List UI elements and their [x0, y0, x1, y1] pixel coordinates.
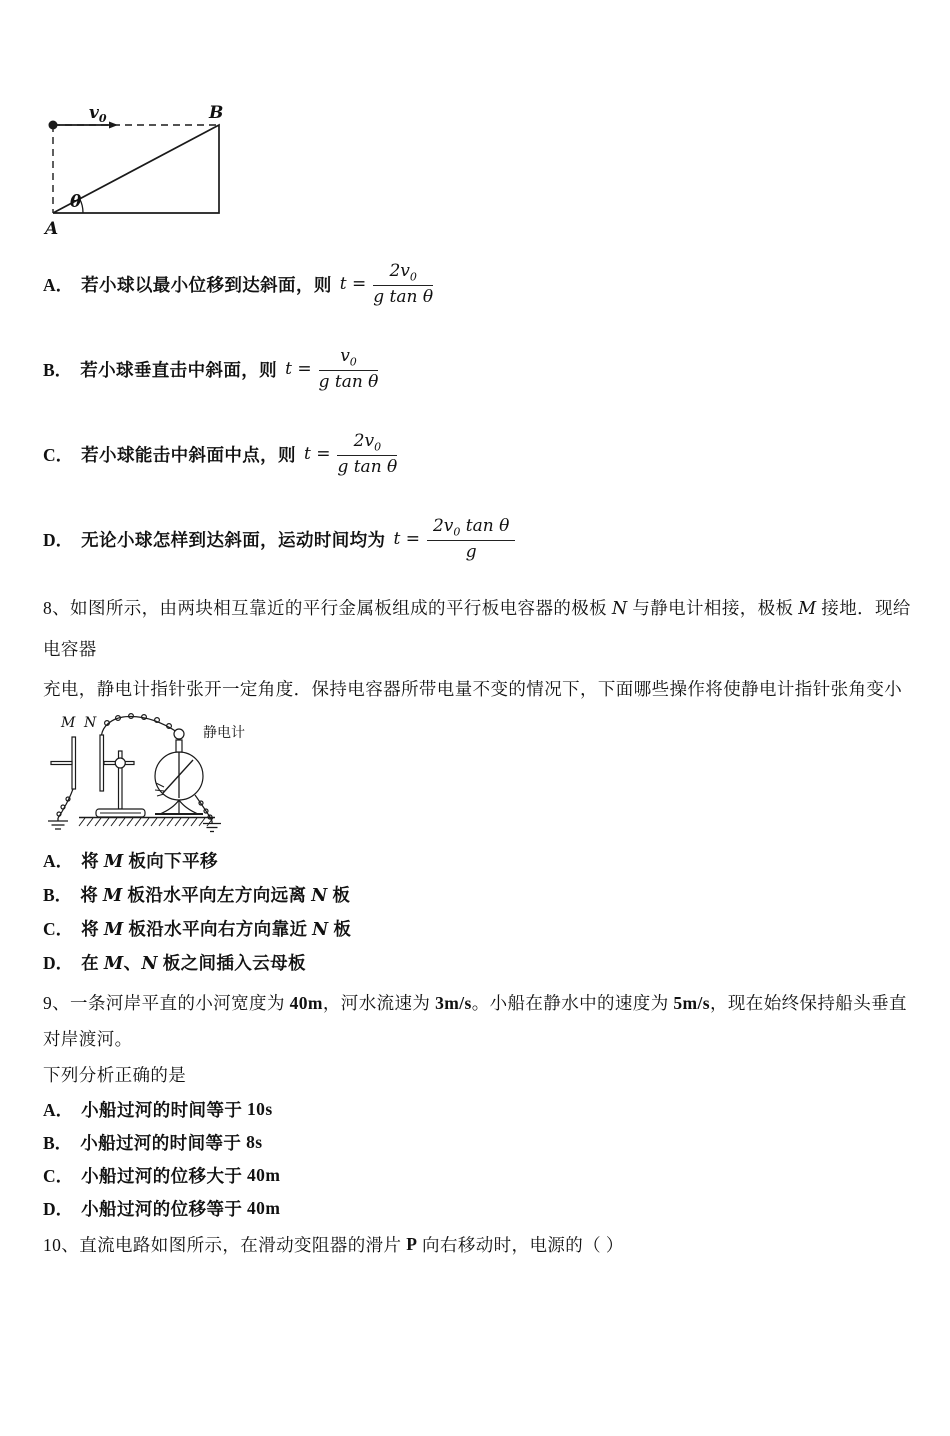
q8-options: [43, 843, 922, 979]
electrometer-tripod: [155, 800, 203, 814]
option-text: [80, 882, 350, 907]
seg-italic: M: [103, 851, 124, 872]
q8-option-b: [43, 877, 922, 911]
plate-m-symbol: M: [798, 599, 817, 619]
electrometer-terminal: [176, 740, 182, 752]
option-letter: D．: [43, 952, 74, 973]
fraction-numerator: [319, 346, 379, 371]
option-letter: B．: [43, 1133, 73, 1153]
option-text: 小船过河的时间等于: [81, 1100, 248, 1120]
ground-symbol-left: [48, 818, 68, 829]
stem-segment: ，河水流速为: [322, 993, 436, 1013]
option-text: [81, 848, 218, 873]
q7-option-a: [43, 242, 922, 327]
num-sub: 0: [349, 355, 357, 369]
q9-option-a: [43, 1093, 922, 1126]
option-text: 小船过河的时间等于: [80, 1133, 247, 1153]
option-value: 8s: [246, 1132, 263, 1152]
q9-option-b: [43, 1126, 922, 1159]
capacitor-electrometer-figure: [43, 711, 922, 843]
electrometer-label: 静电计: [203, 726, 245, 741]
formula-lhs: t =: [285, 359, 312, 380]
q8-option-a: [43, 843, 922, 877]
velocity-arrowhead: [109, 122, 118, 129]
option-value: 40m: [247, 1165, 281, 1185]
seg: 将: [81, 850, 104, 871]
seg-italic: N: [311, 885, 328, 906]
incline-diagram: [43, 92, 243, 242]
plate-n-symbol: N: [611, 599, 628, 619]
question-10-stem: [43, 1227, 922, 1261]
num-main: 2v: [353, 430, 375, 451]
seg-italic: N: [312, 919, 329, 940]
option-text: 无论小球怎样到达斜面，运动时间均为: [81, 530, 386, 550]
capacitor-diagram: [43, 711, 308, 843]
stem-segment: 10、直流电路如图所示，在滑动变阻器的滑片: [43, 1234, 407, 1255]
ball-dot: [49, 121, 58, 130]
stand-knob: [115, 758, 125, 768]
option-letter: C．: [43, 1166, 74, 1186]
q9-options: [43, 1093, 922, 1225]
value-boat-speed: 5m/s: [673, 993, 710, 1013]
option-text: [81, 916, 351, 941]
question-9-stem: [43, 985, 922, 1093]
projectile-incline-figure: [43, 92, 922, 242]
wire-coil: [66, 797, 70, 801]
q7-option-d: [43, 497, 922, 582]
fraction-numerator: [337, 431, 397, 456]
seg: 板之间插入云母板: [157, 952, 306, 973]
option-letter: A．: [43, 850, 74, 871]
seg: 板: [327, 884, 351, 905]
q9-option-d: [43, 1192, 922, 1225]
figure1-label-v0: $v_0$: [89, 103, 107, 125]
seg-italic: M: [103, 953, 124, 974]
figure1-label-B: B: [209, 103, 224, 123]
question-8-stem: [43, 588, 922, 709]
option-value: 40m: [247, 1198, 281, 1218]
q7-option-b: [43, 327, 922, 412]
fraction: [319, 346, 379, 393]
seg-italic: N: [141, 953, 158, 974]
option-text: 若小球以最小位移到达斜面，则: [81, 275, 332, 295]
fraction-numerator: [427, 516, 515, 541]
stem-segment: 充电，静电计指针张开一定角度．保持电容器所带电量不变的情况下，下面哪些操作将使静电计指针张角变小: [43, 679, 903, 699]
option-text: 若小球能击中斜面中点，则: [81, 445, 296, 465]
seg: 板沿水平向右方向靠近: [123, 918, 313, 939]
formula-lhs: t =: [393, 529, 420, 550]
stem-segment: 向右移动时，电源的（ ）: [417, 1234, 624, 1255]
slider-p-symbol: P: [406, 1233, 418, 1254]
option-text: 小船过河的位移等于: [81, 1199, 248, 1219]
num-sub: 0: [453, 525, 461, 539]
option-text: [81, 950, 306, 975]
seg: 板沿水平向左方向远离: [122, 884, 312, 905]
option-text: 小船过河的位移大于: [81, 1166, 248, 1186]
fraction-denominator: g tan θ: [337, 456, 398, 477]
electrometer-ball: [174, 729, 184, 739]
formula-lhs: t =: [303, 444, 331, 465]
seg: 、: [123, 952, 142, 973]
wire-coil: [57, 812, 61, 816]
stem-segment: 9、一条河岸平直的小河宽度为: [43, 993, 290, 1013]
seg: 将: [80, 884, 103, 905]
figure2-label-N: N: [84, 715, 97, 731]
ground-hatching: [79, 818, 213, 826]
seg-italic: M: [103, 919, 124, 940]
q9-option-c: [43, 1159, 922, 1192]
fraction: [337, 431, 397, 478]
figure1-label-A: A: [45, 219, 59, 239]
option-letter: A．: [43, 1100, 74, 1120]
option-letter: D．: [43, 530, 74, 550]
num-main: 2v: [389, 260, 410, 281]
num-main: 2v: [432, 515, 454, 536]
m-ground-wire: [58, 789, 73, 818]
fraction: [373, 261, 433, 308]
q7-option-c: [43, 412, 922, 497]
coiled-wire: [102, 717, 178, 735]
exam-page: [0, 92, 950, 1261]
fraction-denominator: g tan θ: [318, 371, 379, 392]
option-letter: C．: [43, 918, 74, 939]
num-tail: tan θ: [460, 515, 510, 536]
q8-option-c: [43, 911, 922, 945]
value-current-speed: 3m/s: [435, 993, 472, 1013]
num-main: v: [340, 345, 350, 366]
plate-n: [100, 735, 104, 791]
seg: 板: [328, 918, 352, 939]
seg-italic: M: [102, 885, 123, 906]
option-letter: D．: [43, 1199, 74, 1219]
fraction: [427, 516, 515, 563]
seg: 在: [81, 952, 104, 973]
formula: [304, 431, 397, 478]
formula: [285, 346, 378, 393]
stem-segment: ，现在始终保持船头垂直对岸渡河。: [43, 993, 907, 1049]
plate-m-rod: [51, 762, 72, 765]
stem-segment: 8、如图所示，由两块相互靠近的平行金属板组成的平行板电容器的极板: [43, 598, 612, 618]
option-letter: C．: [43, 445, 74, 465]
option-value: 10s: [247, 1099, 273, 1119]
option-text: 若小球垂直击中斜面，则: [80, 360, 278, 380]
seg: 板向下平移: [123, 850, 218, 871]
wire-coil: [61, 805, 65, 809]
stem-segment: 。小船在静水中的速度为: [471, 993, 674, 1013]
value-width: 40m: [289, 993, 323, 1013]
figure1-label-theta: θ: [70, 192, 82, 212]
stem-segment: 与静电计相接，极板: [627, 598, 799, 618]
ground-symbol-right: [203, 821, 221, 832]
fraction-numerator: [373, 261, 433, 286]
fraction-denominator: g tan θ: [373, 286, 434, 307]
stem-segment: 下列分析正确的是: [43, 1065, 187, 1085]
option-letter: B．: [43, 360, 73, 380]
figure2-label-M: M: [61, 715, 76, 731]
formula-lhs: t =: [339, 274, 367, 295]
num-sub: 0: [409, 270, 417, 284]
stem-segment: 接地．现给电容器: [43, 598, 911, 659]
option-letter: A．: [43, 275, 74, 295]
q8-option-d: [43, 945, 922, 979]
formula: [340, 261, 433, 308]
seg: 将: [81, 918, 104, 939]
option-letter: B．: [43, 884, 73, 905]
num-sub: 0: [374, 440, 382, 454]
fraction-denominator: g: [465, 541, 477, 562]
formula: [393, 516, 515, 563]
